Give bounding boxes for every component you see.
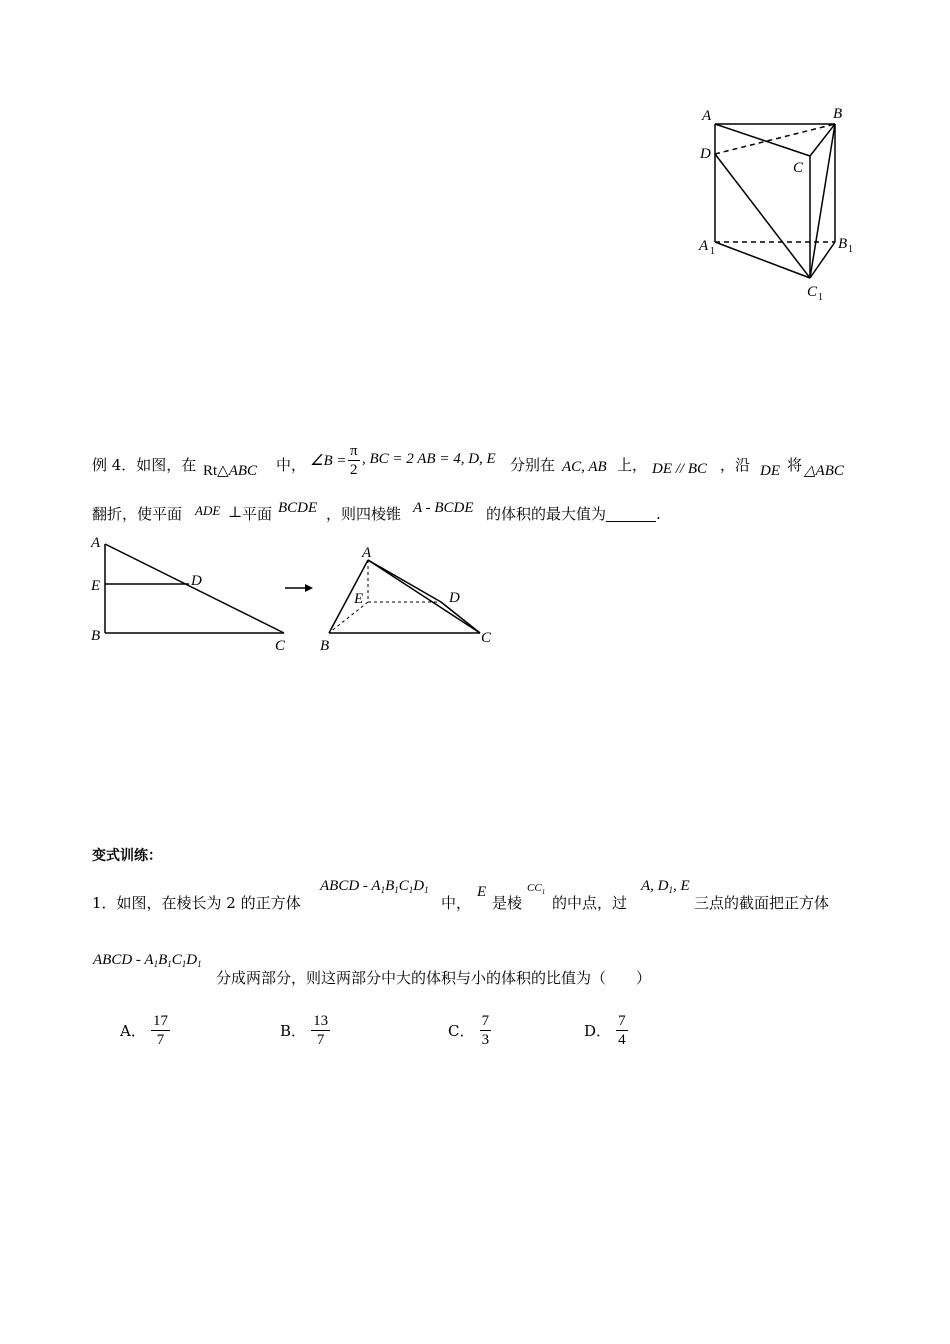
angle-b: ∠B = bbox=[310, 453, 347, 469]
option-a[interactable] bbox=[120, 1012, 170, 1049]
bcde-text: BCDE bbox=[278, 500, 318, 516]
arrow-icon bbox=[284, 582, 314, 594]
q1-line2-tail: 分成两部分，则这两部分中大的体积与小的体积的比值为（ ） bbox=[216, 969, 652, 987]
fenbie-text: 分别在 bbox=[510, 456, 556, 474]
label-A: A bbox=[702, 108, 712, 124]
q1-intro: 1．如图，在棱长为 2 的正方体 bbox=[92, 894, 301, 912]
pyr-label-E: E bbox=[354, 591, 364, 607]
label-B: B bbox=[833, 106, 843, 122]
example4-label: 例 4．如图，在 bbox=[92, 456, 197, 474]
option-a-label: A． bbox=[120, 1022, 146, 1040]
zhong-text: 中， bbox=[276, 456, 307, 474]
pyramid-figure bbox=[315, 540, 500, 655]
cube-b: B bbox=[385, 878, 395, 894]
pi-over-2 bbox=[348, 442, 360, 479]
tri-abc: △ABC bbox=[804, 463, 844, 479]
q1-cc1 bbox=[527, 882, 545, 896]
sub-b1: 1 bbox=[394, 885, 399, 895]
option-b-label: B． bbox=[280, 1022, 307, 1040]
cube2-c: C bbox=[171, 952, 182, 968]
option-c-label: C． bbox=[448, 1022, 475, 1040]
label-A1: A bbox=[699, 238, 709, 254]
rt-text: Rt△ bbox=[203, 463, 229, 479]
abc-text: ABC bbox=[228, 463, 258, 479]
prism-figure bbox=[690, 100, 870, 305]
tri-label-E: E bbox=[91, 578, 101, 594]
shang-text: 上， bbox=[617, 456, 648, 474]
q1-section: 三点的截面把正方体 bbox=[694, 894, 830, 912]
points-text: A, D bbox=[641, 878, 669, 894]
cc-sub: 1 bbox=[541, 888, 546, 896]
sub2-b1: 1 bbox=[167, 959, 172, 969]
option-c[interactable] bbox=[448, 1012, 491, 1049]
rt-triangle bbox=[203, 461, 257, 480]
q1-points bbox=[641, 878, 690, 895]
points-sub: 1 bbox=[668, 885, 673, 895]
line2-d bbox=[486, 503, 661, 524]
q1-midpoint: 的中点，过 bbox=[552, 894, 628, 912]
option-c-den: 3 bbox=[481, 1032, 490, 1048]
pyr-label-D: D bbox=[449, 590, 460, 606]
pi-num: π bbox=[350, 443, 358, 459]
de-bc: DE // BC bbox=[652, 461, 707, 477]
conditions: , BC = 2 AB = 4, D, E bbox=[362, 451, 496, 467]
label-C: C bbox=[793, 160, 804, 176]
option-a-num: 17 bbox=[152, 1013, 168, 1029]
tri-label-D: D bbox=[191, 573, 202, 589]
line2-a: 翻折，使平面 bbox=[92, 505, 183, 523]
points-e: , E bbox=[673, 878, 690, 894]
variant-heading: 变式训练： bbox=[92, 848, 162, 864]
cube-name-text-2: ABCD - A bbox=[93, 952, 154, 968]
option-b-den: 7 bbox=[316, 1032, 325, 1048]
label-A1-sub: 1 bbox=[710, 246, 715, 257]
cube-c: C bbox=[398, 878, 409, 894]
option-d-label: D． bbox=[584, 1022, 612, 1040]
option-d[interactable] bbox=[584, 1012, 628, 1049]
cube-d: D bbox=[413, 878, 425, 894]
pyr-label-C: C bbox=[481, 630, 492, 646]
ac-ab: AC, AB bbox=[562, 459, 607, 475]
period: . bbox=[656, 505, 661, 523]
cube-name-1 bbox=[320, 878, 429, 895]
pyr-label-A: A bbox=[362, 545, 372, 561]
triangle-figure bbox=[85, 530, 300, 658]
sub-c1: 1 bbox=[408, 885, 414, 895]
pyr-label-B: B bbox=[320, 638, 330, 654]
ade-text: ADE bbox=[195, 503, 221, 518]
label-C1: C bbox=[807, 284, 818, 300]
tri-label-C: C bbox=[275, 638, 286, 654]
sub2-c1: 1 bbox=[181, 959, 187, 969]
line2-d-text: 的体积的最大值为 bbox=[486, 505, 607, 523]
cc-text: CC bbox=[527, 882, 542, 894]
label-B1-sub: 1 bbox=[848, 244, 853, 255]
jiang-text: 将 bbox=[787, 456, 803, 474]
label-B1: B bbox=[838, 236, 848, 252]
sub-d1: 1 bbox=[424, 885, 429, 895]
de-text: DE bbox=[760, 463, 780, 479]
tri-label-B: B bbox=[91, 628, 101, 644]
label-C1-sub: 1 bbox=[818, 292, 823, 303]
cube-name-text: ABCD - A bbox=[320, 878, 381, 894]
cube2-d: D bbox=[186, 952, 198, 968]
q1-e: E bbox=[477, 884, 487, 900]
option-c-num: 7 bbox=[481, 1013, 490, 1029]
option-b-num: 13 bbox=[313, 1013, 329, 1029]
answer-blank[interactable] bbox=[606, 507, 656, 522]
option-d-num: 7 bbox=[618, 1013, 626, 1029]
line2-c: ，则四棱锥 bbox=[326, 505, 402, 523]
sub2-d1: 1 bbox=[197, 959, 202, 969]
option-a-den: 7 bbox=[156, 1032, 165, 1048]
perp-symbol: ⊥ bbox=[228, 503, 243, 521]
sub2-a1: 1 bbox=[153, 959, 159, 969]
pi-den: 2 bbox=[350, 462, 358, 478]
q1-zhong: 中， bbox=[441, 894, 472, 912]
pyramid-name: A - BCDE bbox=[413, 500, 474, 516]
example4-line1 bbox=[92, 454, 196, 475]
line2-b: 平面 bbox=[242, 505, 273, 523]
q1-shileng: 是棱 bbox=[492, 894, 523, 912]
cube-name-2 bbox=[93, 952, 202, 969]
cube2-b: B bbox=[158, 952, 168, 968]
yan-text: ，沿 bbox=[720, 456, 751, 474]
sub-a1: 1 bbox=[380, 885, 386, 895]
option-d-den: 4 bbox=[618, 1032, 626, 1048]
option-b[interactable] bbox=[280, 1012, 330, 1049]
label-D: D bbox=[700, 146, 711, 162]
tri-label-A: A bbox=[91, 535, 101, 551]
